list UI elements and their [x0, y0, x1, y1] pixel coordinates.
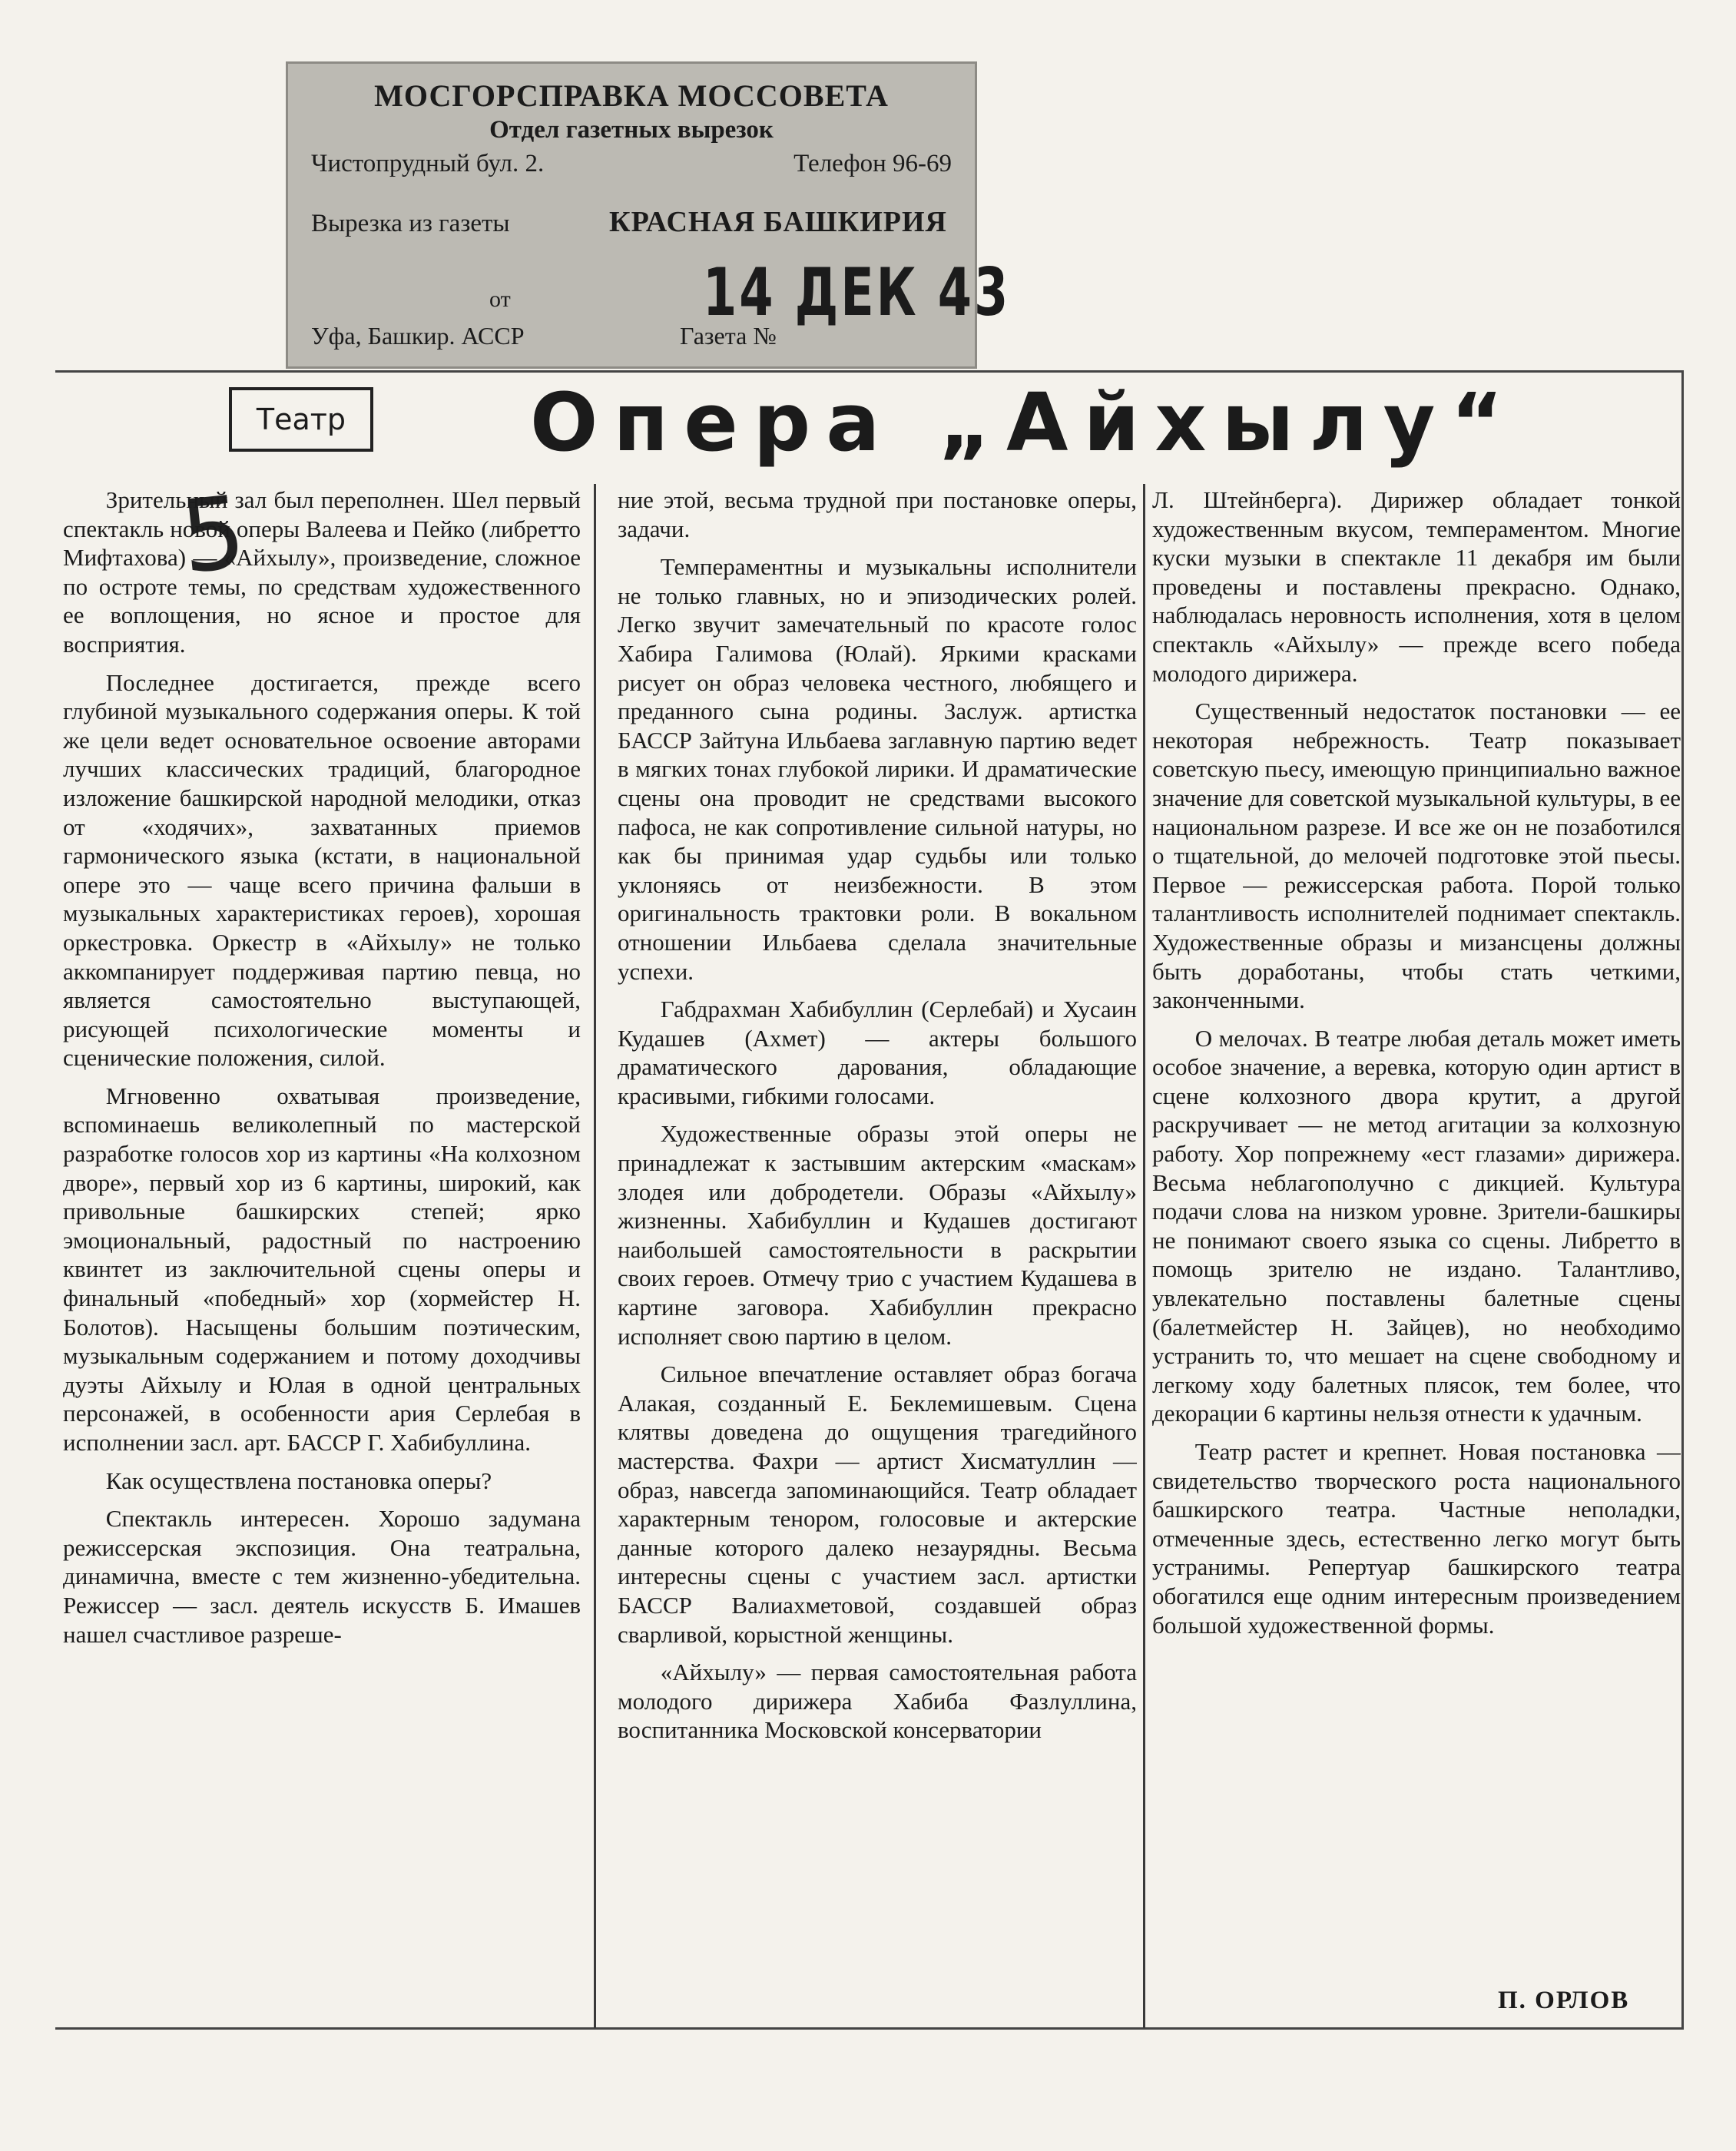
stamp-clipping-label: Вырезка из газеты — [311, 210, 510, 237]
paragraph: Театр растет и крепнет. Новая постановка — свидетельство творческого роста национального башкирского театра. Частные неполадки, отмеченные здесь, естественно легко могут быть устранимы. Репертуар башкирского театра обогатился еще одним интересным произведением большой художественной формы. — [1152, 1438, 1681, 1639]
article-column-3 — [1152, 486, 1681, 2010]
paragraph: Сильное впечатление оставляет образ богача Алакая, созданный Е. Беклемишевым. Сцена клятвы доведена до ощущения трагедийного мастерства. Фахри — артист Хисматуллин — образ, навсегда запоминающийся. Театр обладает характерным тенором, голосовые и актерские данные которого далеко незаурядны. Весьма интересны сцены с участием засл. артистки БАССР Валиахметовой, создавшей образ сварливой, корыстной женщины. — [618, 1361, 1137, 1648]
paragraph: Последнее достигается, прежде всего глубиной музыкального содержания оперы. К той же цели ведет основательное освоение авторами лучших классических традиций, благородное изложение башкирской народной мелодики, отказ от «ходячих», захватанных приемов гармонического языка (кстати, в национальной опере это — чаще всего причина фальши в музыкальных характеристиках героев), хорошая оркестровка. Оркестр в «Айхылу» не только аккомпанирует поддерживая партию певца, но является самостоятельно выступающей, рисующей психологические моменты и сценические положения, силой. — [63, 668, 581, 1072]
stamp-newspaper-name: КРАСНАЯ БАШКИРИЯ — [609, 206, 947, 238]
clipping-bureau-stamp — [286, 61, 1011, 369]
paragraph: Л. Штейнберга). Дирижер обладает тонкой художественным вкусом, темпераментом. Многие куски музыки в спектакле 11 декабря им были проведены и поставлены прекрасно. Однако, наблюдалась неровность исполнения, хотя в целом спектакль «Айхылу» — прежде всего победа молодого дирижера. — [1152, 486, 1681, 687]
paragraph: Спектакль интересен. Хорошо задумана режиссерская экспозиция. Она театральна, динамична, вместе с тем жизненно-убедительна. Режиссер — засл. деятель искусств Б. Имашев нашел счастливое разреше- — [63, 1505, 581, 1648]
paragraph: Темпераментны и музыкальны исполнители не только главных, но и эпизодических ролей. Легко звучит замечательный по красоте голос Хабира Галимова (Юлай). Яркими красками рисует он образ человека честного, любящего и преданного сына родины. Заслуж. артистка БАССР Зайтуна Ильбаева заглавную партию ведет в мягких тонах глубокой лирики. И драматические сцены она проводит не средствами высокого пафоса, не как сопротивление сильной натуры, но как бы принимая удар судьбы или только уклоняясь от неизбежности. В этом оригинальность трактовки роли. В вокальном отношении Ильбаева сделала значительные успехи. — [618, 553, 1137, 985]
paragraph: Художественные образы этой оперы не принадлежат к застывшим актерским «маскам» злодея или добродетели. Образы «Айхылу» жизненны. Хабибуллин и Кудашев достигают наибольшей самостоятельности в раскрытии своих героев. Отмечу трио с участием Кудашева в картине заговора. Хабибуллин прекрасно исполняет свою партию в целом. — [618, 1120, 1137, 1350]
paragraph: Габдрахман Хабибуллин (Серлебай) и Хусаин Кудашев (Ахмет) — актеры большого драматического дарования, обладающие красивыми, гибкими голосами. — [618, 996, 1137, 1109]
paragraph: О мелочах. В театре любая деталь может иметь особое значение, а веревка, которую один артист в сцене колхозного двора крутит, а другой раскручивает — не метод агитации за колхозную работу. Хор попрежнему «ест глазами» дирижера. Весьма неблагополучно с дикцией. Культура подачи слова на низком уровне. Зрители-башкиры не понимают своего языка со сцены. Либретто в помощь зрителю не издано. Талантливо, увлекательно поставлены балетные сцены (балетмейстер Н. Зайцев), но необходимо устранить то, что мешает на сцене свободному и легкому ходу балетных плясок, тем более, что декорации 6 картины нельзя отнести к удачным. — [1152, 1024, 1681, 1427]
article-headline: Опера „Айхылу“ — [530, 376, 1519, 469]
paragraph: Мгновенно охватывая произведение, вспоминаешь великолепный по мастерской разработке голосов хор из картины «На колхозном дворе», первый хор из 6 картины, широкий, как привольные башкирских степей; ярко эмоциональный, радостный по настроению квинтет из заключительной сцены оперы и финальный «победный» хор (хормейстер Н. Болотов). Насыщены большим поэтическим, музыкальным содержанием и потому доходчивы дуэты Айхылу и Юлая в одной центральных персонажей, в особенности ария Серлебая в исполнении засл. арт. БАССР Г. Хабибуллина. — [63, 1082, 581, 1456]
stamp-city: Уфа, Башкир. АССР — [311, 322, 525, 350]
stamp-organization: МОСГОРСПРАВКА МОССОВЕТА — [374, 78, 889, 113]
stamp-from-label: от — [489, 287, 511, 312]
author-signature: П. ОРЛОВ — [1498, 1987, 1630, 2014]
column-divider — [594, 484, 596, 2028]
paragraph: Существенный недостаток постановки — ее некоторая небрежность. Театр показывает советскую пьесу, имеющую принципиально важное значение для советской музыкальной культуры, в ее национальном разрезе. И все же он не позаботился о тщательной, до мелочей подготовке этой пьесы. Первое — режиссерская работа. Порой только талантливость исполнителей поднимает спектакль. Художественные образы и мизансцены должны быть доработаны, чтобы стать четкими, законченными. — [1152, 698, 1681, 1014]
paragraph: Зрительный зал был переполнен. Шел первый спектакль новой оперы Валеева и Пейко (либретто Мифтахова) — «Айхылу», произведение, сложное по остроте темы, по средствам художественного ее воплощения, но ясное и простое для восприятия. — [63, 486, 581, 658]
stamp-gazeta-label: Газета № — [680, 322, 777, 350]
paragraph: Как осуществлена постановка оперы? — [105, 1467, 492, 1494]
paragraph: ние этой, весьма трудной при постановке оперы, задачи. — [618, 486, 1137, 542]
stamp-date: 14 ДЕК 43 — [703, 254, 1011, 331]
section-label: Театр — [229, 387, 373, 452]
stamp-phone: Телефон 96-69 — [793, 150, 952, 177]
paragraph: «Айхылу» — первая самостоятельная работа молодого дирижера Хабиба Фазлуллина, воспитанника Московской консерватории — [618, 1659, 1137, 1744]
article-column-2 — [618, 486, 1137, 2010]
stamp-department: Отдел газетных вырезок — [489, 116, 774, 144]
column-divider — [1143, 484, 1145, 2028]
stamp-address: Чистопрудный бул. 2. — [311, 150, 545, 177]
article-column-1 — [63, 486, 581, 2010]
handwritten-margin-mark: 5 — [175, 473, 251, 596]
